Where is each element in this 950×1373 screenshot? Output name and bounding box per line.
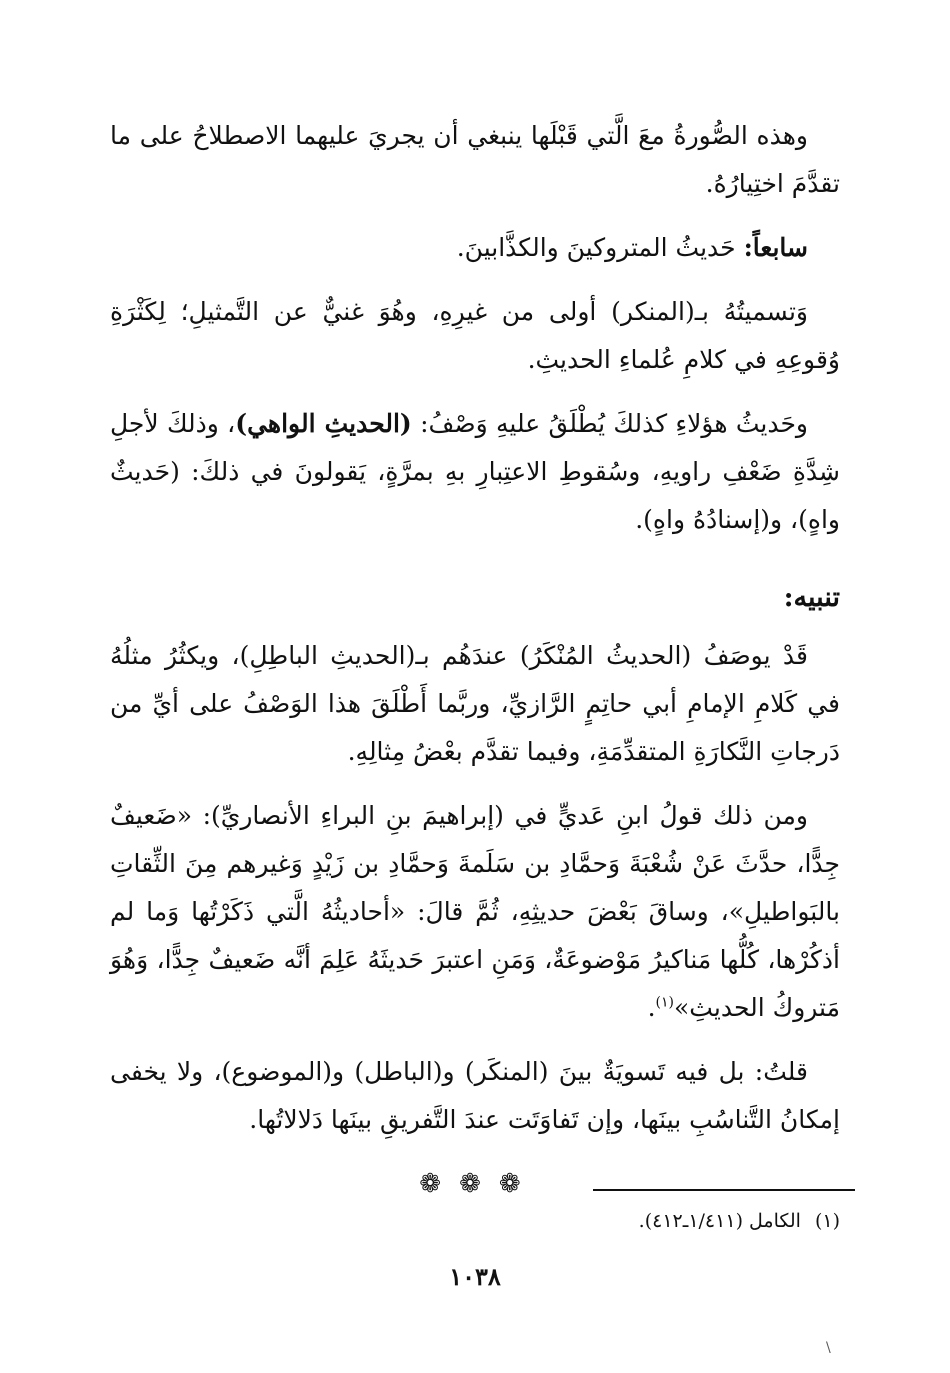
ornament-icon: ❁	[498, 1169, 531, 1199]
footnote-text: الكامل (١/٤١١ـ٤١٢).	[638, 1210, 801, 1232]
paragraph-7-text: قلتُ: بل فيه تَسويَةٌ بينَ (المنكَر) و(الباطل) و(الموضوع)، ولا يخفى إمكانُ التَّناسُبِ بينَها، وإن تَفاوَتَت عندَ التَّفريقِ بينَها دَلالاتُها.	[110, 1057, 840, 1134]
paragraph-1	[110, 112, 840, 208]
footnote-number: (١)	[814, 1210, 840, 1232]
page-number: ١٠٣٨	[449, 1262, 501, 1291]
paragraph-3-text: وَتسميتُهُ بـ(المنكر) أولى من غيرِهِ، وهُوَ غنيٌّ عن التَّمثيلِ؛ لِكَثْرَةِ وُقوعِهِ في كلامِ عُلماءِ الحديثِ.	[110, 297, 840, 374]
paragraph-5	[110, 632, 840, 776]
ornament-icon: ❁	[419, 1169, 452, 1199]
paragraph-7	[110, 1048, 840, 1144]
paragraph-1-text: وهذه الصُّورةُ معَ الَّتي قَبْلَها ينبغي أن يجريَ عليهما الاصطلاحُ على ما تقدَّمَ اختِيارُهُ.	[110, 121, 840, 198]
ornament-icon: ❁	[459, 1169, 491, 1199]
paragraph-5-text: قَدْ يوصَفُ (الحديثُ المُنْكَرُ) عندَهُم بـ(الحديثِ الباطِلِ)، ويكثُرُ مثلُهُ في كَلامِ الإمامِ أبي حاتِمٍ الرَّازيِّ، وربَّما أَطْلَقَ هذا الوَصْفُ على أيِّ من دَرجاتِ النَّكارَةِ المتقدِّمَةِ، وفيما تقدَّم بعْضُ مِثالِهِ.	[110, 641, 840, 766]
seventh-title: حَديثُ المتروكينَ والكذَّابينَ.	[456, 233, 744, 262]
paragraph-seventh	[110, 224, 840, 272]
footnote-divider	[593, 1189, 855, 1191]
scan-mark: \	[826, 1340, 831, 1356]
footnote-reference[interactable]: (١)	[655, 994, 675, 1011]
paragraph-6-end: .	[647, 993, 656, 1022]
paragraph-4-bold: (الحديثِ الواهي)	[235, 409, 412, 438]
paragraph-6	[110, 792, 840, 1032]
paragraph-4	[110, 400, 840, 544]
footnote	[639, 1206, 840, 1236]
tanbih-heading: تنبيه:	[783, 582, 840, 613]
section-separator	[110, 1160, 840, 1208]
seventh-label: سابعاً:	[743, 233, 808, 262]
paragraph-4-after: ، وذلكَ لأجلِ شِدَّةِ ضَعْفِ راويهِ، وسُقوطِ الاعتِبارِ بهِ بمرَّةٍ، يَقولونَ في ذلكَ: (حَديثٌ واهٍ)، و(إسنادُهُ واهٍ).	[110, 409, 840, 534]
paragraph-4-before: وحَديثُ هؤلاءِ كذلكَ يُطْلَقُ عليهِ وَصْفُ:	[411, 409, 808, 438]
paragraph-6-text: ومن ذلك قولُ ابنِ عَديٍّ في (إبراهيمَ بنِ البراءِ الأنصاريِّ): «ضَعيفٌ جِدًّا، حدَّثَ عَنْ شُعْبَةَ وَحمَّادِ بن سَلَمةَ وَحمَّادِ بن زَيْدٍ وَغيرهم مِنَ الثِّقاتِ بالبَواطيلِ»، وساقَ بَعْضَ حديثِهِ، ثُمَّ قالَ: «أحاديثُهُ الَّتي ذَكَرْتُها وَما لم أذكُرْها، كُلُّها مَناكيرُ مَوْضوعَةٌ، وَمَنِ اعتبرَ حَديثَهُ عَلِمَ أنَّه ضَعيفٌ جِدًّا، وَهُوَ مَتروكُ الحديثِ»	[110, 801, 840, 1022]
main-text	[110, 112, 840, 1208]
paragraph-3	[110, 288, 840, 384]
